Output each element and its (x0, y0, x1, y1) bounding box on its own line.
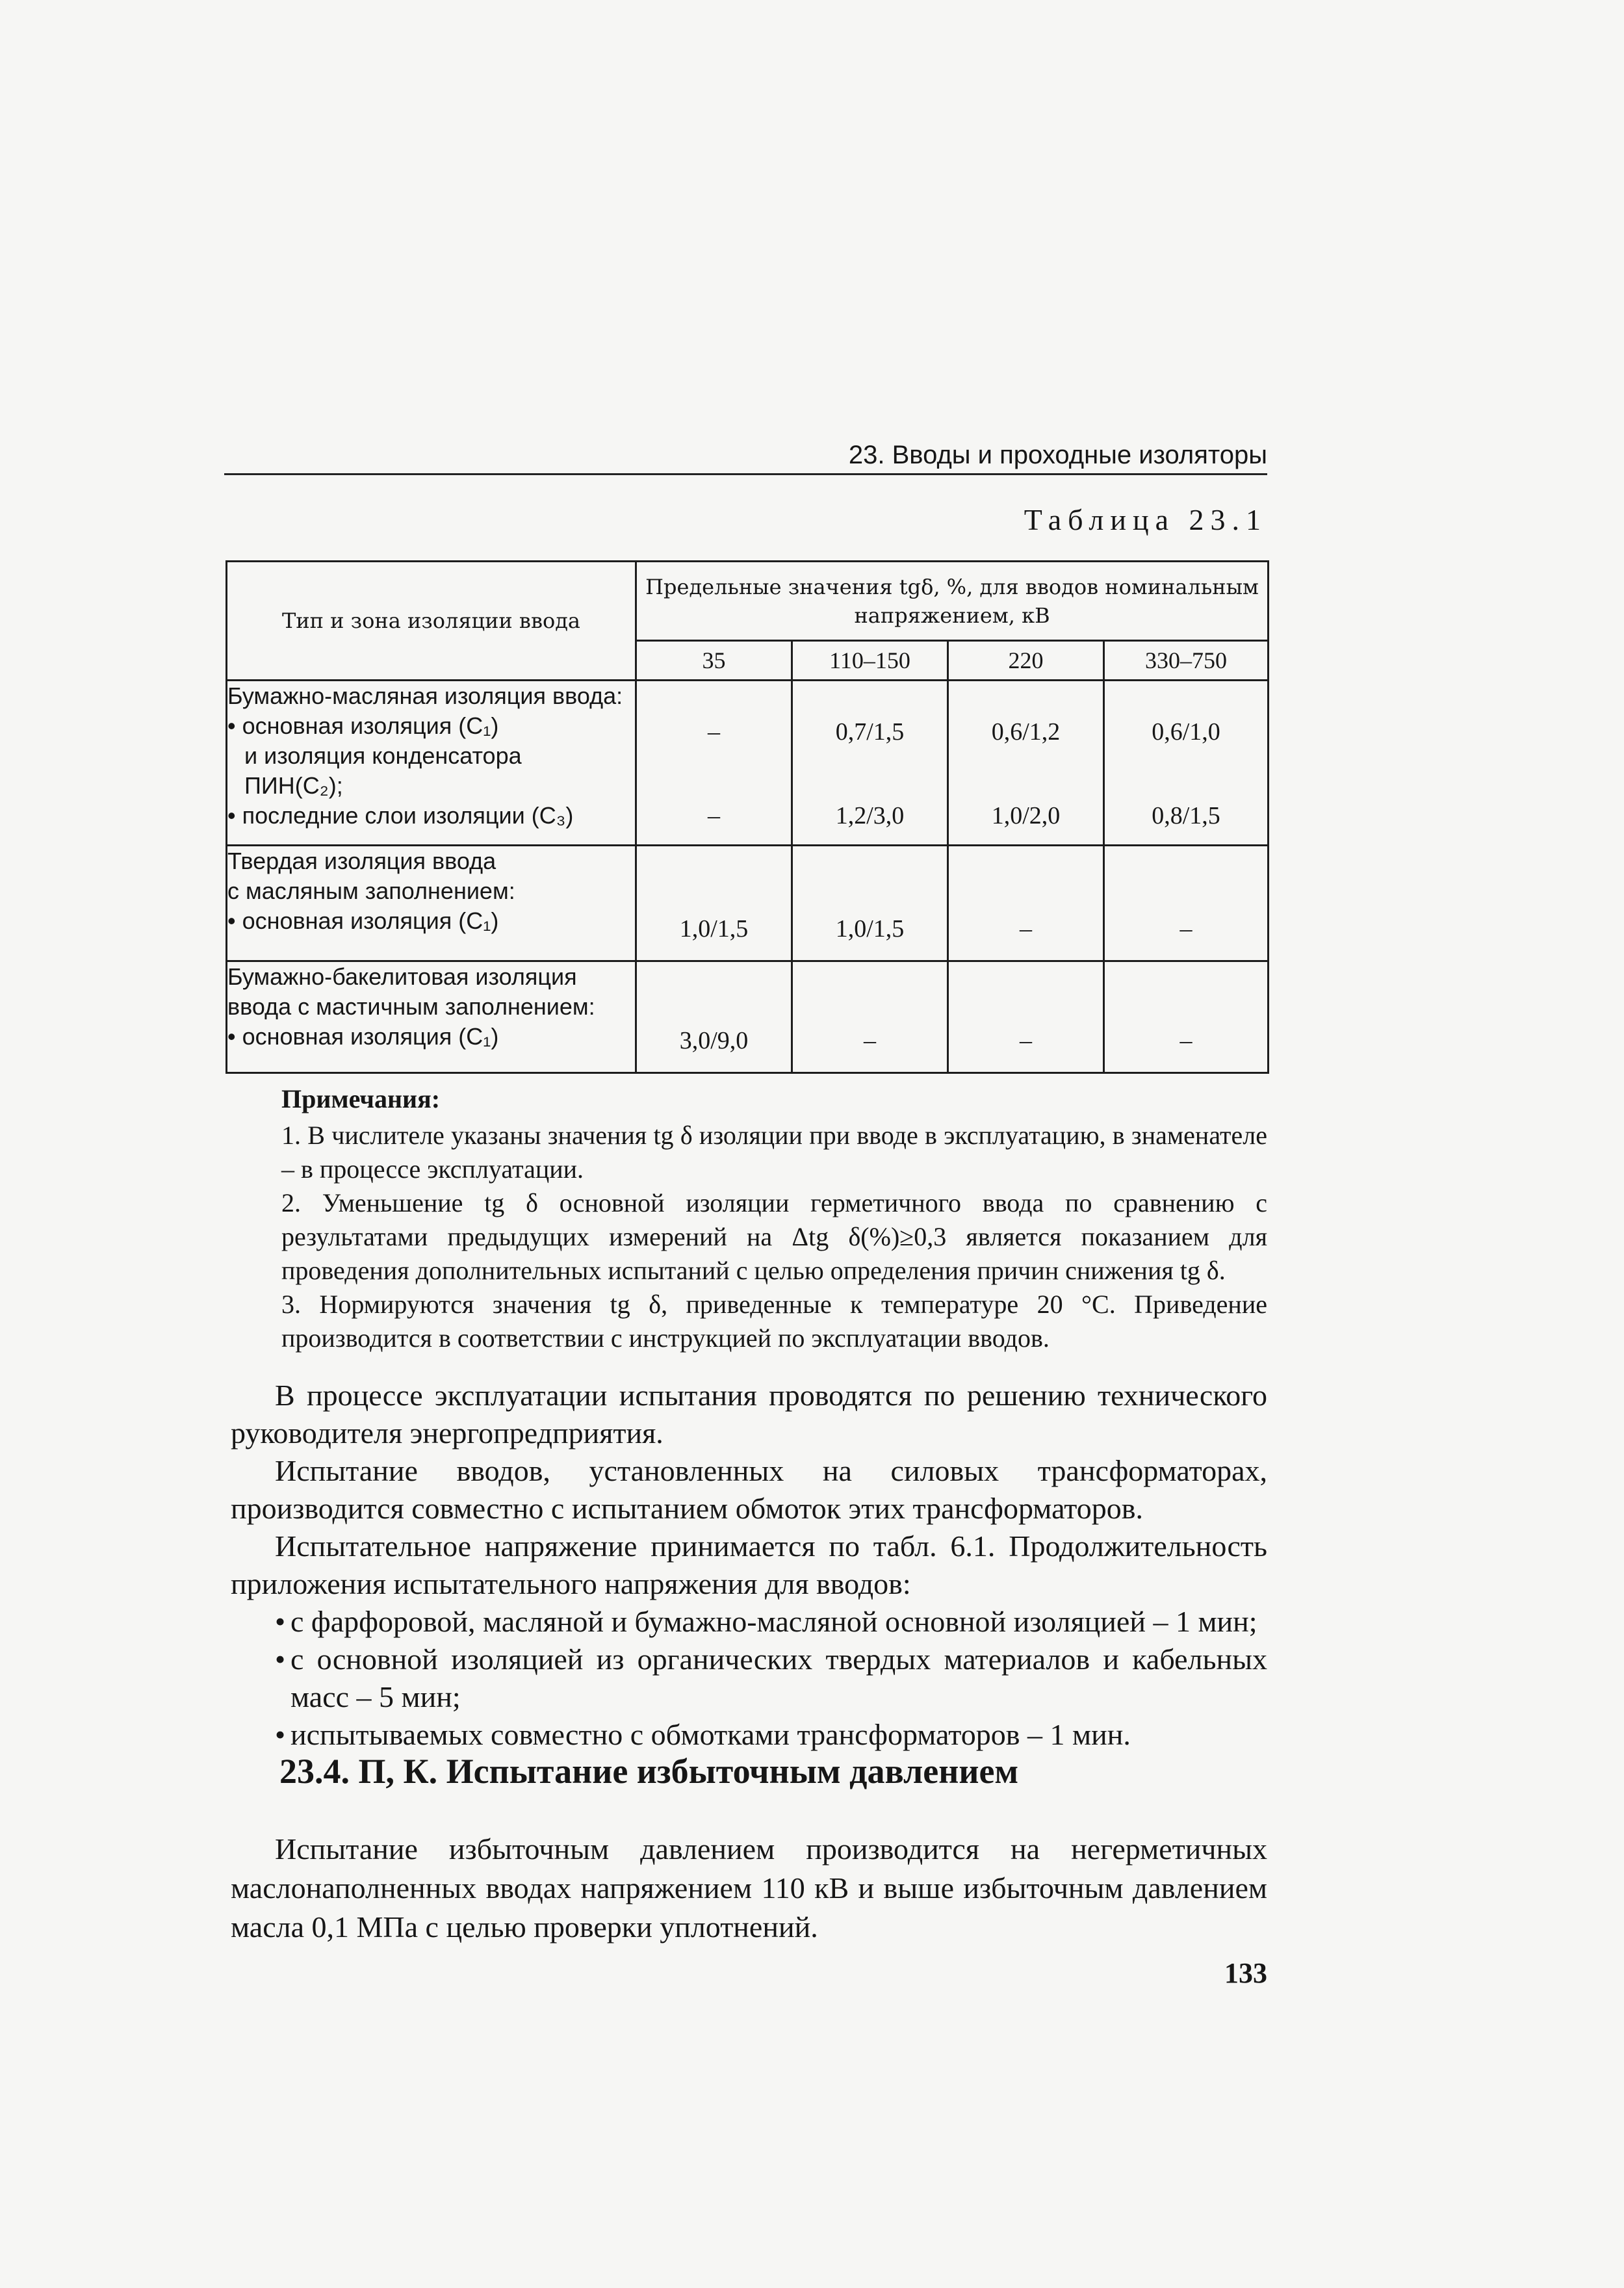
value: – (708, 802, 720, 829)
type-line: • основная изоляция (C₁) (227, 1023, 499, 1050)
duration-list (231, 1603, 1267, 1754)
body-text (231, 1377, 1267, 1754)
type-line: Твердая изоляция ввода (227, 848, 496, 874)
value: 0,6/1,0 (1152, 718, 1220, 746)
list-item: • испытываемых совместно с обмотками трансформаторов – 1 мин. (275, 1716, 1267, 1754)
type-line: Бумажно-масляная изоляция ввода: (227, 682, 623, 709)
voltage-header-35: 35 (636, 641, 792, 681)
type-line: с масляным заполнением: (227, 878, 515, 904)
notes-title: Примечания: (281, 1084, 441, 1113)
value-cell (948, 681, 1104, 846)
value-cell (792, 681, 948, 846)
voltage-header-330-750: 330–750 (1104, 641, 1269, 681)
value: 1,0/2,0 (991, 802, 1061, 829)
voltage-header-220: 220 (948, 641, 1104, 681)
table-row (227, 846, 1269, 961)
limit-header-line1: Предельные значения tgδ, %, для вводов номинальным (645, 574, 1259, 599)
value-cell: – (792, 961, 948, 1073)
header-rule (224, 473, 1267, 475)
value-cell: 3,0/9,0 (636, 961, 792, 1073)
body-paragraph: В процессе эксплуатации испытания проводятся по решению технического руководителя энергопредприятия. (231, 1379, 1267, 1450)
value-cell: 1,0/1,5 (792, 846, 948, 961)
running-head: 23. Вводы и проходные изоляторы (848, 441, 1267, 469)
table-row (227, 961, 1269, 1073)
value-cell: – (1104, 846, 1269, 961)
value-cell (636, 681, 792, 846)
value-cell: – (1104, 961, 1269, 1073)
note-item: 2. Уменьшение tg δ основной изоляции герметичного ввода по сравнению с результатами предыдущих измерений на Δtg δ(%)≥0,3 является показанием для проведения дополнительных испытаний с целью определения причин снижения tg δ. (281, 1188, 1267, 1285)
type-line: ПИН(C₂); (244, 772, 343, 799)
list-item: • с фарфоровой, масляной и бумажно-масляной основной изоляцией – 1 мин; (275, 1603, 1267, 1641)
page-number: 133 (1224, 1957, 1267, 1989)
type-line: • основная изоляция (C₁) (227, 907, 499, 934)
insulation-type-cell (227, 961, 636, 1073)
value: – (708, 718, 720, 746)
table-caption: Таблица 23.1 (1024, 503, 1267, 536)
section-heading: 23.4. П, К. Испытание избыточным давлением (279, 1752, 1019, 1791)
type-line: • основная изоляция (C₁) (227, 712, 499, 739)
type-line: Бумажно-бакелитовая изоляция (227, 963, 577, 990)
note-item: 3. Нормируются значения tg δ, приведенные к температуре 20 °С. Приведение производится в соответствии с инструкцией по эксплуатации вводов. (281, 1290, 1267, 1353)
list-item: • с основной изоляцией из органических твердых материалов и кабельных масс – 5 мин; (275, 1641, 1267, 1716)
table-row (227, 681, 1269, 846)
value-cell: – (948, 961, 1104, 1073)
type-line: • последние слои изоляции (C₃) (227, 802, 574, 829)
value: 0,8/1,5 (1152, 802, 1220, 829)
value: 1,2/3,0 (835, 802, 905, 829)
insulation-type-cell (227, 681, 636, 846)
type-line: и изоляция конденсатора (244, 742, 522, 769)
value-cell (1104, 681, 1269, 846)
notes-block (281, 1082, 1267, 1355)
value-cell: 1,0/1,5 (636, 846, 792, 961)
final-text (231, 1830, 1267, 1947)
limit-header-line2: напряжением, кВ (854, 603, 1050, 628)
limit-header (636, 562, 1269, 641)
type-line: ввода с мастичным заполнением: (227, 993, 595, 1020)
value: 0,7/1,5 (835, 718, 905, 746)
type-column-header: Тип и зона изоляции ввода (227, 562, 636, 681)
limits-table (226, 560, 1269, 1074)
note-item: 1. В числителе указаны значения tg δ изоляции при вводе в эксплуатацию, в знаменателе – в процессе эксплуатации. (281, 1121, 1267, 1184)
value: 0,6/1,2 (991, 718, 1061, 746)
insulation-type-cell (227, 846, 636, 961)
body-paragraph: Испытание избыточным давлением производится на негерметичных маслонаполненных вводах напряжением 110 кВ и выше избыточным давлением масла 0,1 МПа с целью проверки уплотнений. (231, 1832, 1267, 1944)
value-cell: – (948, 846, 1104, 961)
body-paragraph: Испытание вводов, установленных на силовых трансформаторах, производится совместно с испытанием обмоток этих трансформаторов. (231, 1454, 1267, 1525)
body-paragraph: Испытательное напряжение принимается по табл. 6.1. Продолжительность приложения испытательного напряжения для вводов: (231, 1529, 1267, 1600)
voltage-header-110-150: 110–150 (792, 641, 948, 681)
